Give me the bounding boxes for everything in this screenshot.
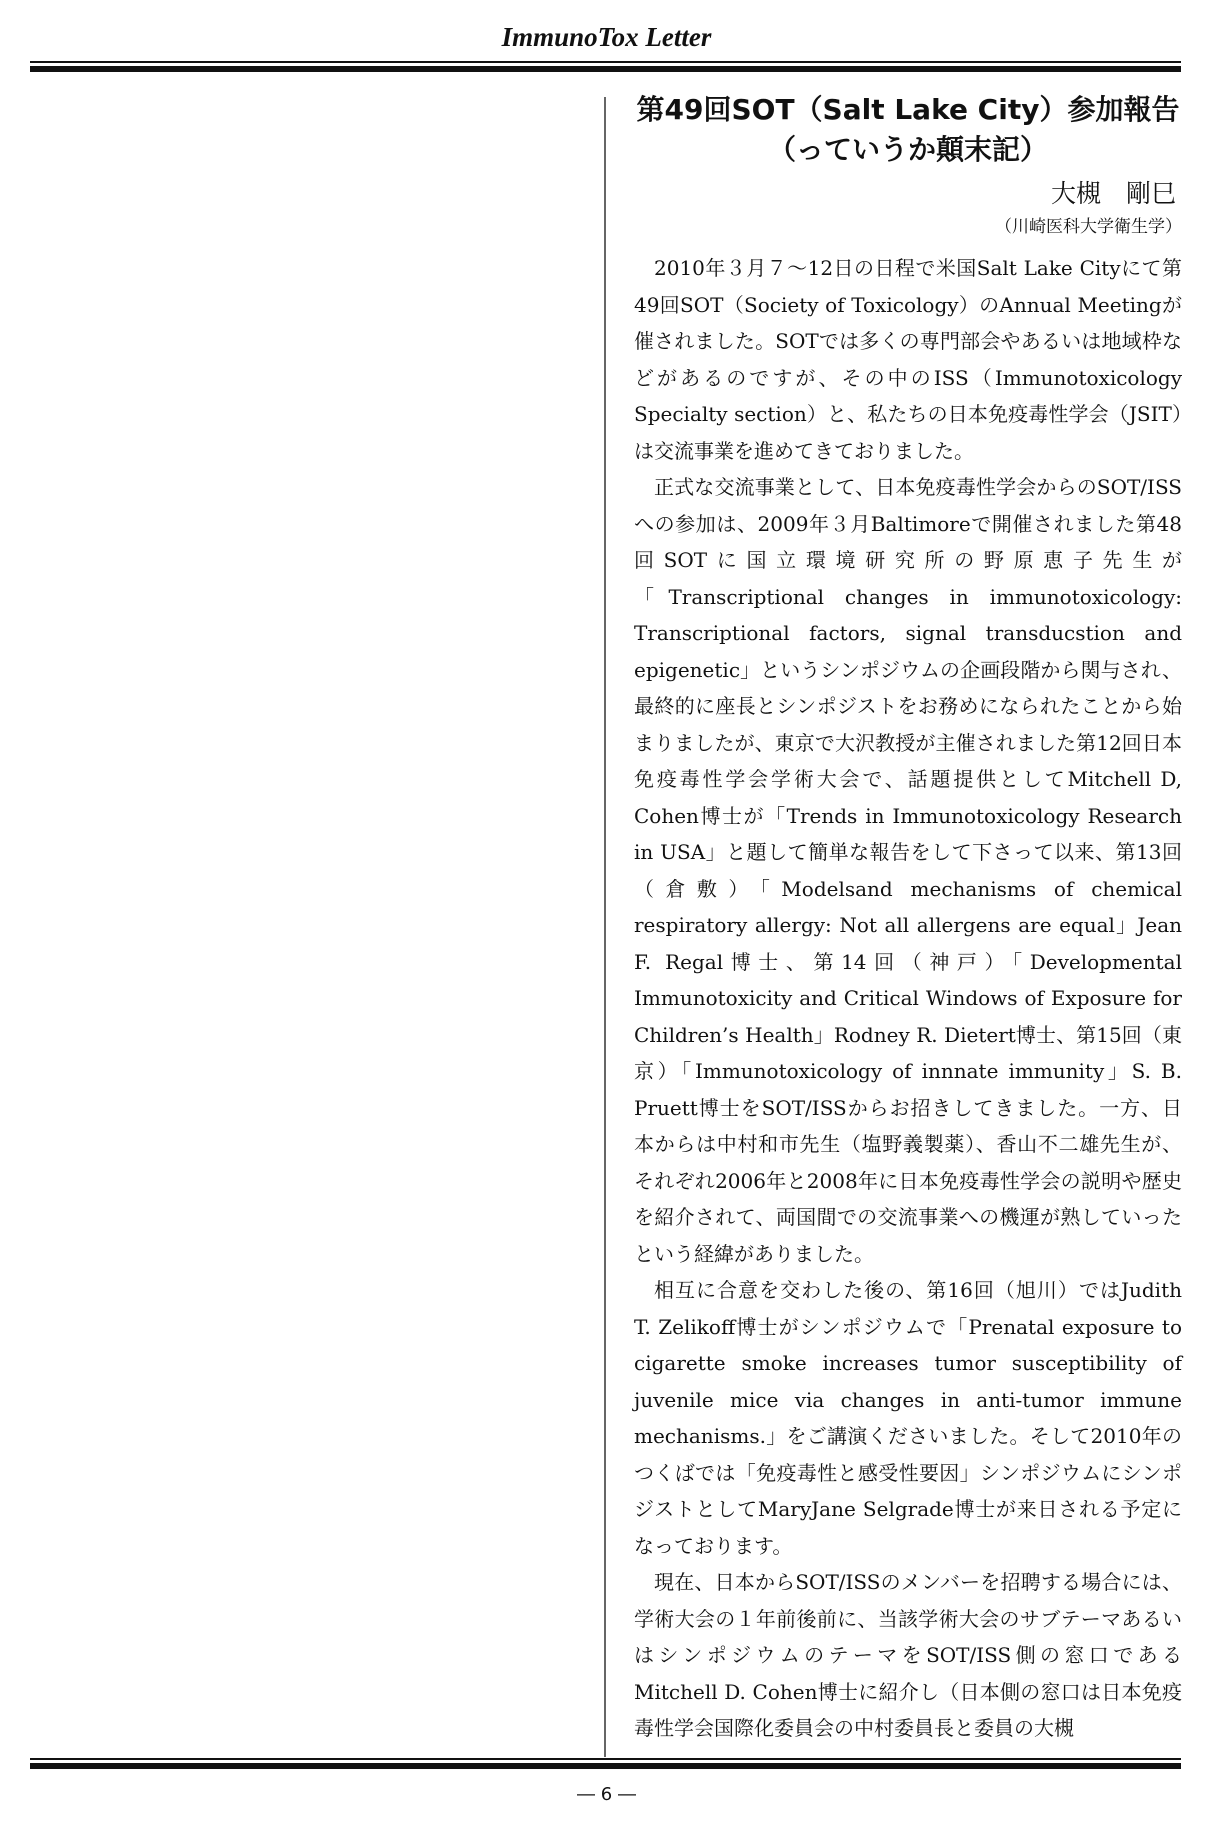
footer-rule-thin [30, 1758, 1181, 1760]
article-title [634, 90, 1182, 170]
article-title-line-2: （っていうか顛末記） [767, 133, 1048, 166]
author-affiliation: （川崎医科大学衛生学） [995, 217, 1182, 237]
author-name: 大槻 剛巳 [1050, 179, 1176, 208]
footer-rule-thick [30, 1763, 1181, 1769]
article-title-line-1: 第49回SOT（Salt Lake City）参加報告 [636, 93, 1180, 126]
paragraph: 2010年３月７～12日の日程で米国Salt Lake Cityにて第49回SOT（Society of Toxicology）のAnnual Meetingが催されました。SOTでは多くの専門部会やあるいは地域枠などがあるのですが、その中のISS（Immunotoxicology Specialty section）と、私たちの日本免疫毒性学会（JSIT）は交流事業を進めてきておりました。 [634, 256, 1182, 463]
article-body [634, 250, 1182, 1747]
journal-header-title: ImmunoTox Letter [501, 22, 712, 52]
page-number: ― 6 ― [577, 1784, 636, 1805]
header-rule-thick [30, 66, 1181, 72]
paragraph: 現在、日本からSOT/ISSのメンバーを招聘する場合には、学術大会の１年前後前に、当該学術大会のサブテーマあるいはシンポジウムのテーマをSOT/ISS側の窓口であるMitchell D. Cohen博士に紹介し（日本側の窓口は日本免疫毒性学会国際化委員会の中村委員長と委員の大槻 [634, 1570, 1182, 1740]
paragraph: 正式な交流事業として、日本免疫毒性学会からのSOT/ISSへの参加は、2009年３月Baltimoreで開催されました第48回SOTに国立環境研究所の野原恵子先生が「Transcriptional changes in immunotoxicology: Transcriptional factors, signal transducstion and epigenetic」というシンポジウムの企画段階から関与され、最終的に座長とシンポジストをお務めになられたことから始まりましたが、東京で大沢教授が主催されました第12回日本免疫毒性学会学術大会で、話題提供としてMitchell D, Cohen博士が「Trends in Immunotoxicology Research in USA」と題して簡単な報告をして下さって以来、第13回（倉敷）「Modelsand mechanisms of chemical respiratory allergy: Not all allergens are equal」Jean F. Regal博士、第14回（神戸）「Developmental Immunotoxicity and Critical Windows of Exposure for Children’s Health」Rodney R. Dietert博士、第15回（東京）「Immunotoxicology of innnate immunity」S. B. Pruett博士をSOT/ISSからお招きしてきました。一方、日本からは中村和市先生（塩野義製薬）、香山不二雄先生が、それぞれ2006年と2008年に日本免疫毒性学会の説明や歴史を紹介されて、両国間での交流事業への機運が熟していったという経緯がありました。 [634, 475, 1182, 1266]
paragraph: 相互に合意を交わした後の、第16回（旭川）ではJudith T. Zelikoff博士がシンポジウムで「Prenatal exposure to cigarette smoke increases tumor susceptibility of juvenile mice via changes in anti-tumor immune mechanisms.」をご講演くださいました。そして2010年のつくばでは「免疫毒性と感受性要因」シンポジウムにシンポジストとしてMaryJane Selgrade博士が来日される予定になっております。 [634, 1278, 1182, 1558]
column-divider [604, 97, 606, 1757]
article [634, 90, 1182, 1747]
header-rule-thin [30, 61, 1181, 63]
